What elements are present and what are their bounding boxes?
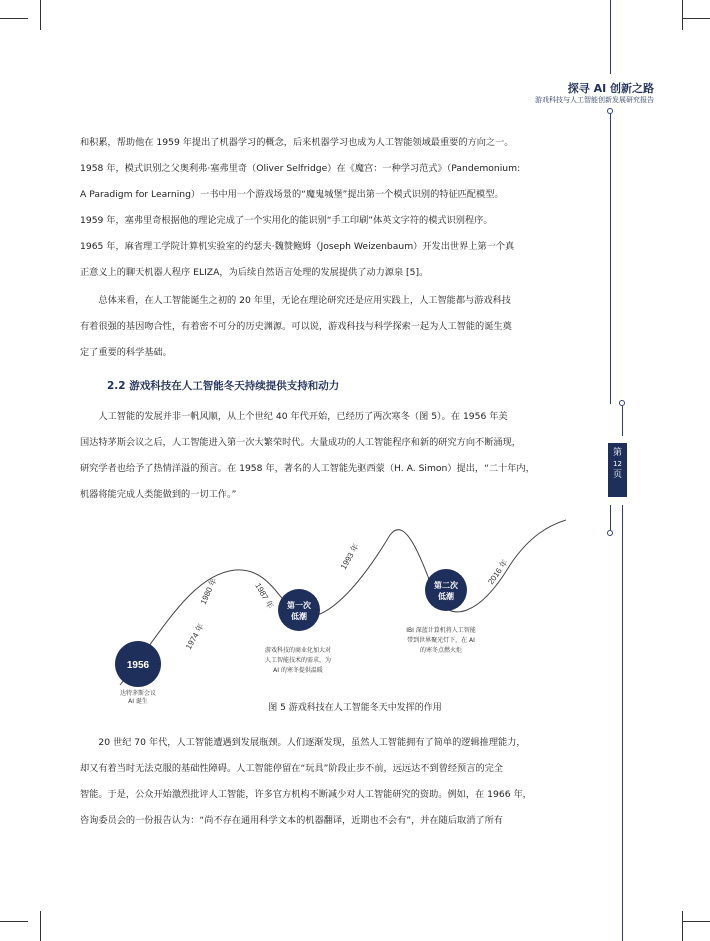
ai-winter-diagram (100, 515, 566, 715)
crop-mark (682, 18, 710, 19)
page-number: 12 (613, 460, 622, 468)
paragraph-2 (80, 288, 566, 366)
crop-mark (0, 18, 28, 19)
year-label-1980: 1980 年 (198, 576, 219, 606)
page-number-tab (608, 443, 627, 497)
crop-mark (682, 0, 683, 30)
text-line: 1958 年，模式识别之父奥利弗·塞弗里奇（Oliver Selfridge）在《魔宫：一种学习范式》（Pandemonium: (80, 163, 521, 174)
text-line: 却又有着当时无法克服的基础性障碍。人工智能停留在“玩具”阶段止步不前，远远达不到曾经预言的完全 (80, 763, 503, 774)
figure-caption: 图 5 游戏科技在人工智能冬天中发挥的作用 (268, 703, 442, 713)
text-line: 智能。于是，公众开始激烈批评人工智能，许多官方机构不断减少对人工智能研究的资助。例如，在 1966 年， (80, 789, 532, 800)
crop-mark (0, 921, 28, 922)
text-line: 20 世纪 70 年代，人工智能遭遇到发展瓶颈。人们逐渐发现，虽然人工智能拥有了简单的逻辑推理能力， (98, 737, 526, 748)
winter-1-marker (278, 589, 320, 631)
crop-mark (682, 911, 683, 941)
winter-1-label: 第一次 (287, 601, 311, 610)
crop-mark (40, 0, 41, 30)
text-line: 有着很强的基因吻合性，有着密不可分的历史渊源。可以说，游戏科技与科学探索一起为人工智能的诞生奠 (80, 321, 512, 332)
text-line: 1959 年，塞弗里奇根据他的理论完成了一个实用化的能识别“手工印刷”体英文字符的模式识别程序。 (80, 215, 493, 226)
text-line: 总体来看，在人工智能诞生之初的 20 年里，无论在理论研究还是应用实践上，人工智能都与游戏科技 (98, 295, 511, 306)
text-line: 研究学者也给予了热情洋溢的预言。在 1958 年，著名的人工智能先驱西蒙（H. A. Simon）提出，“二十年内， (80, 463, 535, 474)
winter-2-label: 低潮 (438, 592, 454, 601)
year-label-1993: 1993 年 (338, 542, 361, 571)
section-heading: 2.2 游戏科技在人工智能冬天持续提供支持和动力 (107, 380, 340, 392)
header-title: 探寻 AI 创新之路 (567, 82, 654, 95)
winter-1-note: 游戏科技的商业化加大对 (264, 647, 332, 654)
text-line: 1965 年，麻省理工学院计算机实验室的约瑟夫·魏赞鲍姆（Joseph Weizenbaum）开发出世界上第一个真 (80, 241, 515, 252)
year-label-1987: 1987 年 (253, 581, 276, 611)
winter-1-label: 低潮 (291, 612, 307, 621)
milestone-1956-label: 1956 (126, 660, 150, 671)
text-line: 人工智能的发展并非一帆风顺，从上个世纪 40 年代开始，已经历了两次寒冬（图 5）。在 1956 年美 (98, 411, 508, 422)
text-line: 定了重要的科学基础。 (80, 347, 172, 358)
winter-1-note: AI 的寒冬提供温暖 (273, 667, 323, 674)
header-subtitle: 游戏科技与人工智能创新发展研究报告 (535, 96, 654, 104)
rail-line (622, 505, 623, 941)
rail-dot (607, 530, 613, 536)
crop-mark (40, 911, 41, 941)
page-tab-bottom: 页 (612, 470, 622, 480)
rail-line (610, 0, 611, 74)
text-line: 国达特茅斯会议之后，人工智能进入第一次大繁荣时代。大量成功的人工智能程序和新的研究方向不断涌现， (80, 437, 521, 448)
text-line: 机器将能完成人类能做到的一切工作。” (80, 489, 237, 500)
text-line: 和积累，帮助他在 1959 年提出了机器学习的概念，后来机器学习也成为人工智能领域最重要的方向之一。 (80, 137, 514, 148)
rail-line (622, 406, 623, 436)
start-note: 达特茅斯会议 (119, 690, 157, 697)
rail-line (610, 114, 611, 404)
paragraph-4 (80, 730, 566, 834)
text-line: 咨询委员会的一份报告认为：“尚不存在通用科学文本的机器翻译，近期也不会有”，并在随后取消了所有 (80, 815, 503, 826)
text-line: 正意义上的聊天机器人程序 ELIZA，为后续自然语言处理的发展提供了动力源泉 [5]。 (80, 267, 429, 278)
year-label-1974: 1974 年 (183, 622, 206, 651)
paragraph-1 (80, 130, 566, 286)
timeline-curve (120, 520, 566, 685)
winter-2-note: IBI 深蓝计算机将人工智能 (406, 627, 476, 634)
winter-2-note: 的寒冬点燃火炬 (419, 647, 463, 654)
text-line: A Paradigm for Learning）一书中用一个游戏场景的“魔鬼城堡”提出第一个模式识别的特征匹配模型。 (80, 189, 504, 200)
winter-2-marker (425, 569, 467, 611)
rail-line (610, 505, 611, 530)
page-tab-top: 第 (612, 448, 622, 458)
year-label-2016: 2016 年 (486, 558, 510, 587)
winter-2-note: 带到世界聚光灯下，在 AI (407, 637, 475, 644)
winter-1-note: 人工智能技术的需求，为 (264, 657, 332, 664)
winter-2-label: 第二次 (434, 581, 458, 590)
start-note: AI 诞生 (128, 698, 148, 705)
paragraph-3 (80, 404, 566, 508)
crop-mark (682, 921, 710, 922)
